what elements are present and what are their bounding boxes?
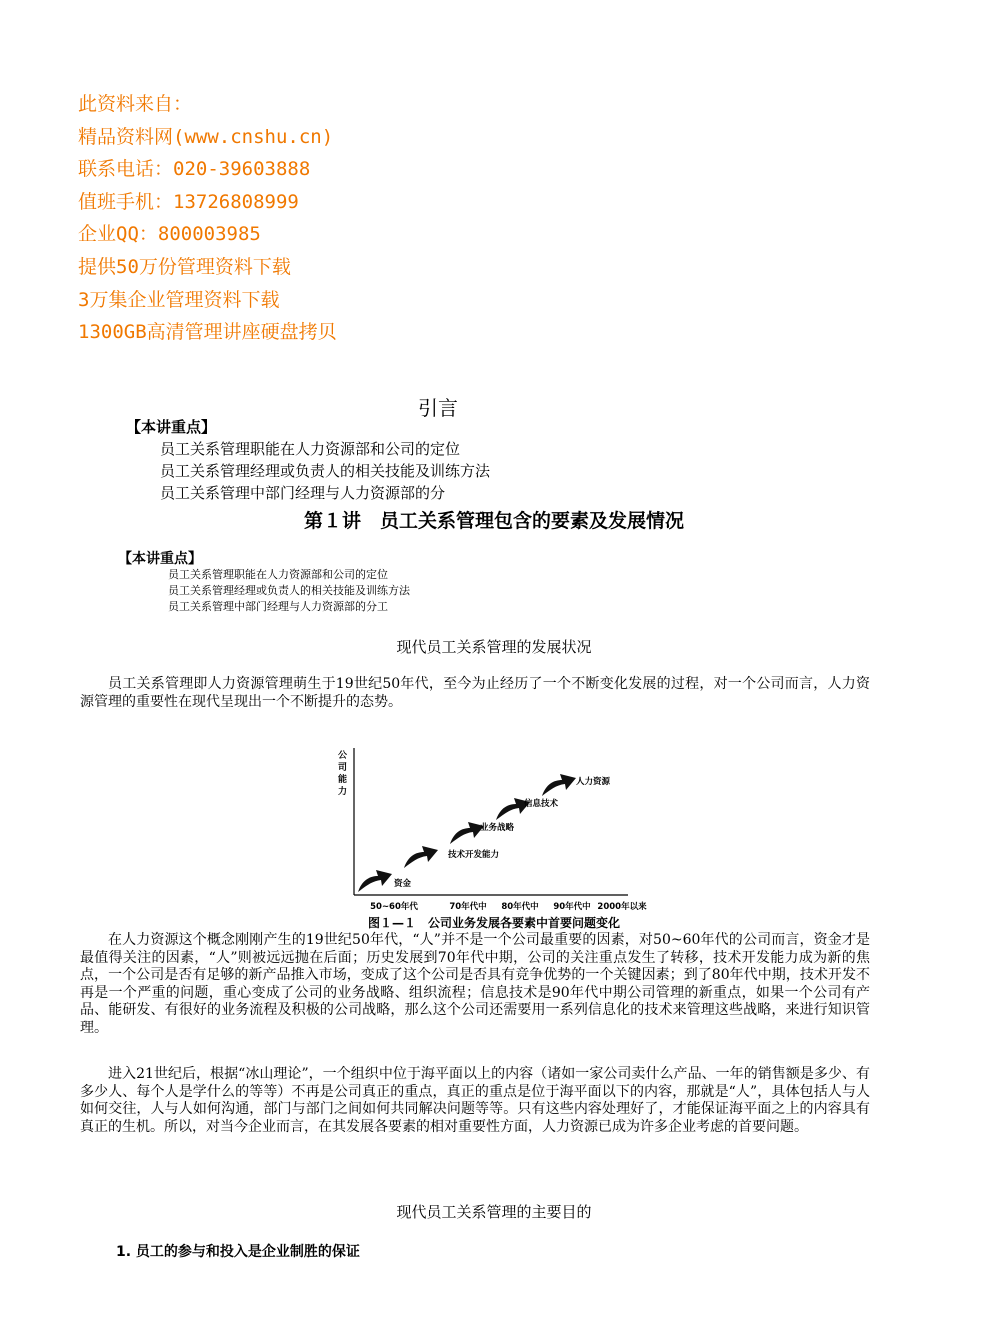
y-label-char: 司 (338, 763, 348, 773)
point-label: 资金 (394, 879, 412, 889)
promo-line: 1300GB高清管理讲座硬盘拷贝 (78, 321, 337, 344)
y-label-char: 力 (338, 787, 348, 797)
arrow-mark (450, 822, 484, 844)
capability-chart (332, 744, 647, 916)
y-label-char: 能 (338, 775, 348, 785)
section-title-development: 现代员工关系管理的发展状况 (396, 638, 592, 656)
x-tick-label: 90年代中 (553, 902, 591, 912)
point-label: 技术开发能力 (448, 850, 500, 860)
paragraph: 在人力资源这个概念刚刚产生的19世纪50年代，“人”并不是一个公司最重要的因素，对50~60年代的公司而言，资金才是最值得关注的因素，“人”则被远远抛在后面；历史发展到70年代中期，公司的关注重点发生了转移，技术开发能力成为新的焦点，一个公司是否有足够的新产品推入市场，变成了这个公司是否具有竞争优势的一个关键因素；到了80年代中期，技术开发不再是一个严重的问题，重心变成了公司的业务战略、组织流程；信息技术是90年代中期公司管理的新重点，如果一个公司有产品、能研发、有很好的业务流程及积极的公司战略，那么这个公司还需要用一系列信息化的技术来管理这些战略，来进行知识管理。 (80, 932, 870, 1036)
y-label-char: 公 (338, 751, 348, 761)
x-tick-label: 50~60年代 (370, 902, 418, 912)
numbered-heading: 1. 员工的参与和投入是企业制胜的保证 (116, 1244, 360, 1260)
arrow-mark (404, 846, 438, 868)
lecture-key-points (168, 567, 410, 615)
arrow-mark (542, 774, 576, 796)
x-tick-label: 80年代中 (501, 902, 539, 912)
intro-key-points-heading: 【本讲重点】 (126, 418, 217, 436)
promo-line: 3万集企业管理资料下载 (78, 288, 280, 311)
point-label: 业务战略 (480, 823, 515, 833)
lecture-title: 第１讲 员工关系管理包含的要素及发展情况 (303, 510, 684, 532)
x-tick-label: 70年代中 (449, 902, 487, 912)
section-title-objectives: 现代员工关系管理的主要目的 (396, 1203, 592, 1221)
lecture-key-points-heading: 【本讲重点】 (118, 551, 202, 567)
x-tick-label: 2000年以来 (597, 902, 647, 912)
promo-line: 此资料来自： (78, 93, 193, 115)
key-point-item: 员工关系管理职能在人力资源部和公司的定位 (168, 568, 388, 581)
intro-key-points (160, 438, 490, 504)
figure-caption: 图１—１ 公司业务发展各要素中首要问题变化 (367, 916, 620, 930)
point-label: 人力资源 (576, 777, 611, 787)
key-point-item: 员工关系管理中部门经理与人力资源部的分工 (168, 600, 388, 613)
arrow-mark (358, 870, 392, 892)
paragraph: 进入21世纪后，根据“冰山理论”，一个组织中位于海平面以上的内容（诸如一家公司卖什么产品、一年的销售额是多少、有多少人、每个人是学什么的等等）不再是公司真正的重点，真正的重点是位于海平面以下的内容，那就是“人”，具体包括人与人如何交往，人与人如何沟通，部门与部门之间如何共同解决问题等等。只有这些内容处理好了，才能保证海平面之上的内容具有真正的生机。所以，对当今企业而言，在其发展各要素的相对重要性方面，人力资源已成为许多企业考虑的首要问题。 (80, 1066, 870, 1135)
promo-block (78, 88, 337, 349)
y-axis-label (338, 750, 348, 797)
intro-title: 引言 (418, 396, 458, 420)
key-point-item: 员工关系管理经理或负责人的相关技能及训练方法 (160, 462, 491, 480)
promo-line: 提供50万份管理资料下载 (78, 255, 291, 278)
key-point-item: 员工关系管理经理或负责人的相关技能及训练方法 (168, 584, 410, 597)
promo-line: 值班手机：13726808999 (78, 190, 299, 213)
key-point-item: 员工关系管理中部门经理与人力资源部的分 (160, 484, 446, 502)
paragraph: 员工关系管理即人力资源管理萌生于19世纪50年代，至今为止经历了一个不断变化发展的过程，对一个公司而言，人力资源管理的重要性在现代呈现出一个不断提升的态势。 (80, 676, 870, 710)
point-label: 信息技术 (524, 799, 559, 809)
promo-line: 联系电话：020-39603888 (78, 158, 311, 181)
promo-line: 精品资料网(www.cnshu.cn) (78, 125, 334, 148)
promo-line: 企业QQ：800003985 (78, 223, 261, 246)
key-point-item: 员工关系管理职能在人力资源部和公司的定位 (160, 440, 461, 458)
